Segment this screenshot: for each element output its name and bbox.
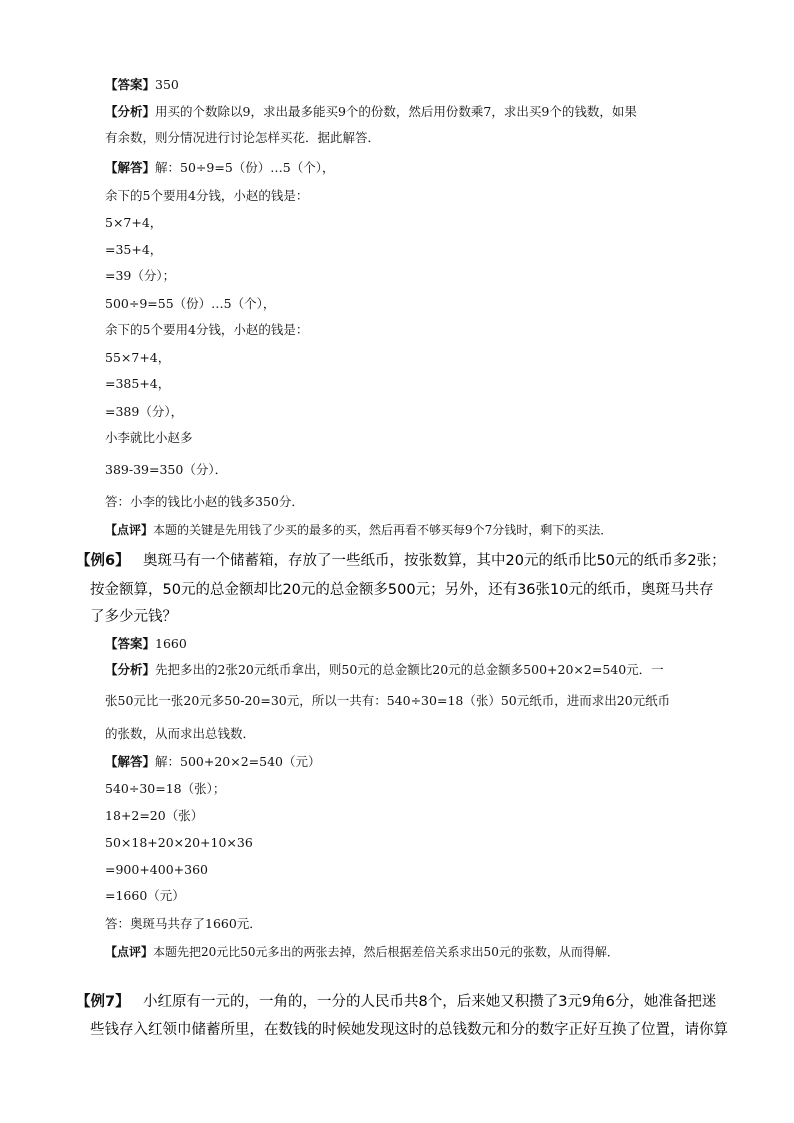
question-line: 了多少元钱？ [90,609,177,625]
analysis-line [105,104,637,120]
solution-step: 50×18+20×20+10×36 [105,835,253,850]
solution-text: 解：50÷9=5（份）…5（个）， [155,160,335,175]
question-line: 小红原有一元的，一角的，一分的人民币共8个，后来她又积攒了3元9角6分，她准备把迷 [143,994,717,1010]
solution-step: 余下的5个要用4分钱，小赵的钱是： [105,322,309,337]
analysis-text: 用买的个数除以9，求出最多能买9个的份数，然后用份数乘7，求出买9个的钱数，如果 [155,104,637,119]
answer-tag: 【答案】 [105,636,156,651]
question-line: 奥斑马有一个储蓄箱，存放了一些纸币，按张数算，其中20元的纸币比50元的纸币多2张； [143,553,726,569]
solution-line [105,160,334,176]
analysis-tag: 【分析】 [105,104,156,119]
solution-step: =39（分）； [105,268,176,283]
comment-line [105,944,619,960]
solution-tag: 【解答】 [105,754,156,769]
analysis-continuation: 有余数，则分情况进行讨论怎样买花．据此解答． [105,130,381,145]
solution-step: 小李就比小赵多 [105,430,193,445]
analysis-continuation: 的张数，从而求出总钱数． [105,726,256,741]
comment-text: 本题先把20元比50元多出的两张去掉，然后根据差倍关系求出50元的张数，从而得解． [153,945,619,959]
solution-step: =900+400+360 [105,862,208,877]
solution-step: 389-39=350（分）． [105,462,228,477]
answer-line [105,636,187,652]
analysis-continuation: 张50元比一张20元多50-20=30元，所以一共有：540÷30=18（张）50元纸币，进而求出20元纸币 [105,693,671,708]
solution-step: 18+2=20（张） [105,808,204,823]
solution-step: =385+4， [105,376,171,391]
answer-value: 350 [155,77,179,92]
example-label: 【例6】 [76,553,130,569]
solution-step: 5×7+4， [105,215,163,230]
solution-step: =389（分）， [105,404,184,419]
solution-step: 55×7+4， [105,350,171,365]
solution-tag: 【解答】 [105,160,156,175]
example-label: 【例7】 [76,994,130,1010]
solution-step: =1660（元） [105,888,185,903]
comment-line [105,522,612,538]
question-line: 些钱存入红领巾储蓄所里，在数钱的时候她发现这时的总钱数元和分的数字正好互换了位置，请你算 [90,1022,728,1038]
question-line: 按金额算，50元的总金额却比20元的总金额多500元；另外，还有36张10元的纸币，奥斑马共存 [90,582,714,598]
solution-step: 540÷30=18（张）； [105,781,226,796]
solution-step: =35+4， [105,242,163,257]
answer-value: 1660 [155,636,187,651]
solution-step: 500÷9=55（份）…5（个）， [105,296,276,311]
analysis-text: 先把多出的2张20元纸币拿出，则50元的总金额比20元的总金额多500+20×2=540元．一 [155,662,664,677]
answer-tag: 【答案】 [105,77,156,92]
conclusion-line: 答：奥斑马共存了1660元． [105,916,262,931]
answer-line [105,77,179,93]
conclusion-line: 答：小李的钱比小赵的钱多350分． [105,494,304,509]
comment-text: 本题的关键是先用钱了少买的最多的买，然后再看不够买每9个7分钱时，剩下的买法． [153,523,613,537]
comment-tag: 【点评】 [105,945,154,959]
solution-step: 余下的5个要用4分钱，小赵的钱是： [105,188,309,203]
solution-text: 解：500+20×2=540（元） [155,754,321,769]
analysis-line [105,662,664,678]
comment-tag: 【点评】 [105,523,154,537]
solution-line [105,754,321,770]
analysis-tag: 【分析】 [105,662,156,677]
